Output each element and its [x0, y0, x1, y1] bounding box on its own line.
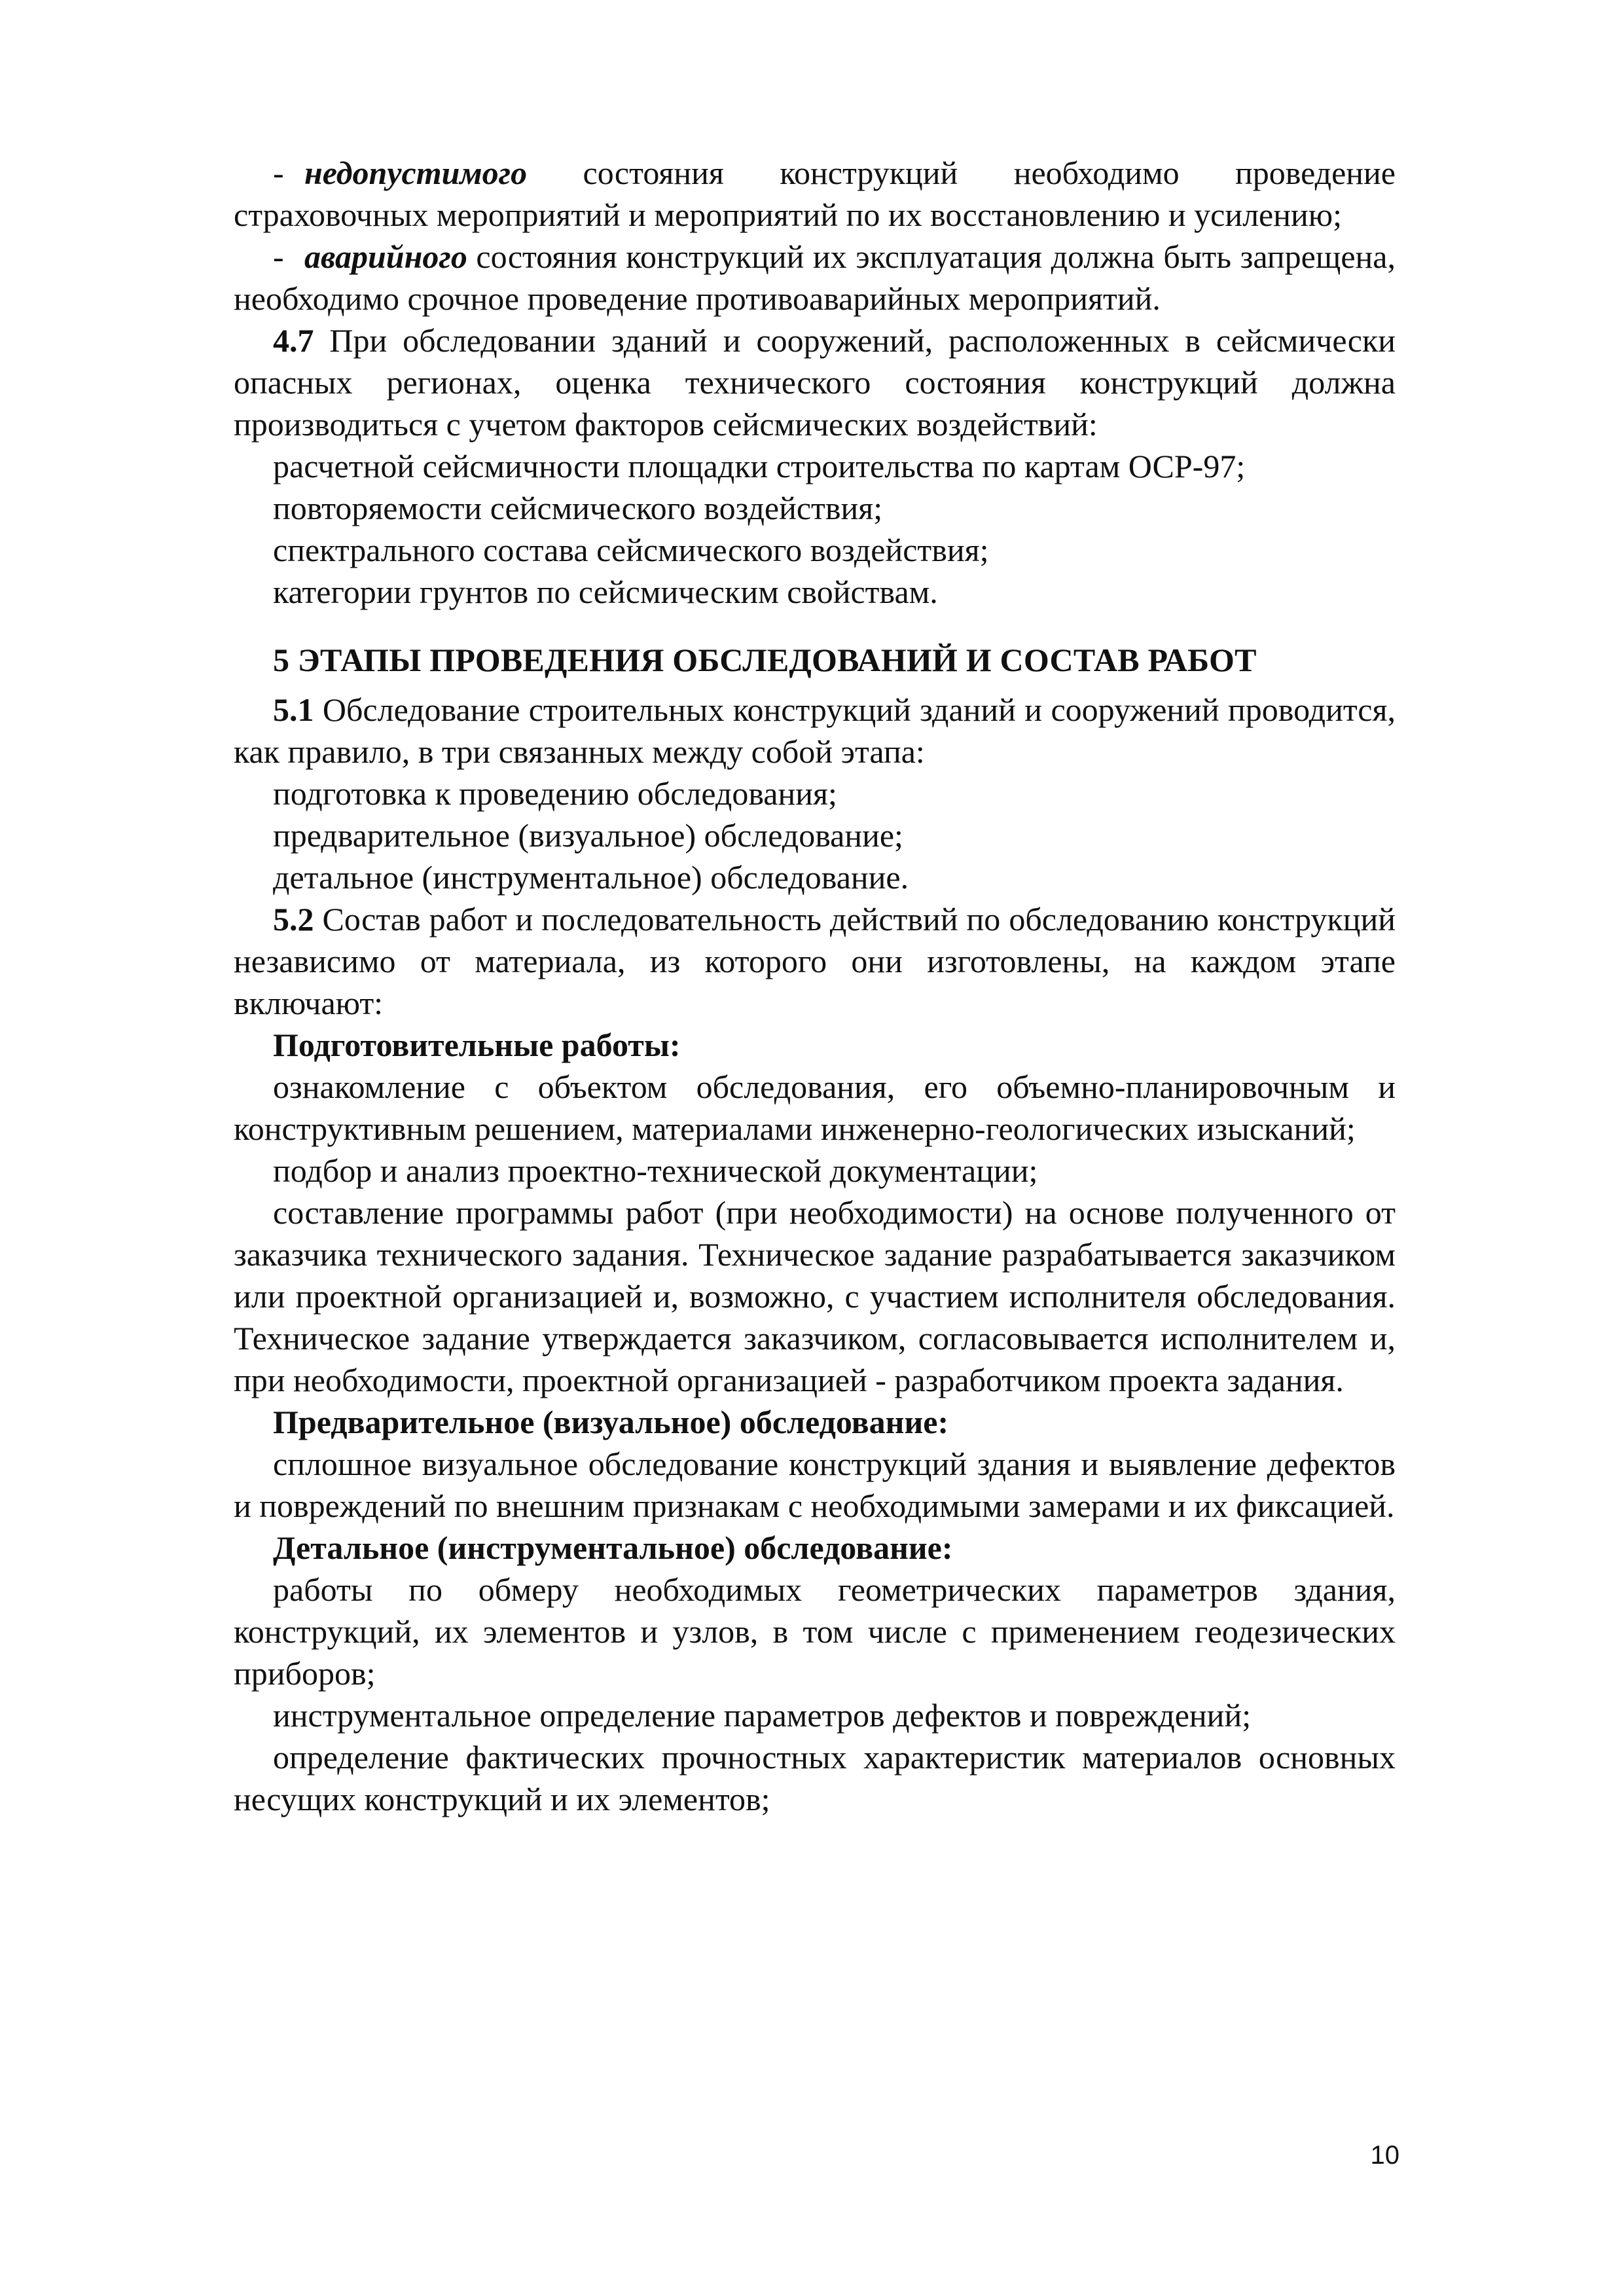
clause-number: 5.2 — [273, 901, 314, 938]
paragraph-text: состояния конструкций их эксплуатация должна быть запрещена, необходимо срочное проведение противоаварийных мероприятий. — [234, 238, 1396, 317]
list-item: составление программы работ (при необходимости) на основе полученного от заказчика технического задания. Техническое задание разрабатывается заказчиком или проектной организацией и, возможно, с участием исполнителя обследования. Техническое задание утверждается заказчиком, согласовывается исполнителем и, при необходимости, проектной организацией - разработчиком проекта задания. — [234, 1194, 1396, 1398]
document-page — [234, 152, 1396, 1820]
list-item: подбор и анализ проектно-технической документации; — [273, 1152, 1038, 1189]
list-dash: - — [273, 238, 284, 275]
emphasis-term: аварийного — [304, 238, 467, 275]
page-number: 10 — [1370, 2141, 1399, 2170]
list-item: инструментальное определение параметров дефектов и повреждений; — [273, 1697, 1252, 1734]
list-dash: - — [273, 155, 284, 191]
list-item: подготовка к проведению обследования; — [273, 775, 837, 812]
paragraph-inadmissible-state — [234, 152, 1396, 236]
paragraph-5-1 — [234, 689, 1396, 773]
paragraph-5-2 — [234, 898, 1396, 1024]
section-heading: 5 ЭТАПЫ ПРОВЕДЕНИЯ ОБСЛЕДОВАНИЙ И СОСТАВ РАБОТ — [273, 642, 1257, 678]
list-item: определение фактических прочностных характеристик материалов основных несущих конструкций и их элементов; — [234, 1739, 1396, 1817]
list-item: повторяемости сейсмического воздействия; — [273, 490, 883, 526]
list-item: детальное (инструментальное) обследование. — [273, 859, 909, 896]
paragraph-emergency-state — [234, 236, 1396, 319]
list-item: ознакомление с объектом обследования, его объемно-планировочным и конструктивным решением, материалами инженерно-геологических изысканий; — [234, 1068, 1396, 1147]
paragraph-text: состояния конструкций необходимо проведение страховочных мероприятий и мероприятий по их восстановлению и усилению; — [234, 155, 1396, 233]
list-item: сплошное визуальное обследование конструкций здания и выявление дефектов и повреждений по внешним признакам с необходимыми замерами и их фиксацией. — [234, 1446, 1396, 1524]
clause-number: 5.1 — [273, 691, 314, 728]
subheading-instrumental-inspection: Детальное (инструментальное) обследование: — [273, 1529, 953, 1566]
paragraph-text: Состав работ и последовательность действий по обследованию конструкций независимо от материала, из которого они изготовлены, на каждом этапе включают: — [234, 901, 1396, 1021]
paragraph-text: Обследование строительных конструкций зданий и сооружений проводится, как правило, в три связанных между собой этапа: — [234, 691, 1396, 770]
list-item: категории грунтов по сейсмическим свойствам. — [273, 574, 938, 610]
paragraph-text: При обследовании зданий и сооружений, расположенных в сейсмически опасных регионах, оценка технического состояния конструкций должна производиться с учетом факторов сейсмических воздействий: — [234, 322, 1396, 443]
emphasis-term: недопустимого — [304, 155, 528, 191]
clause-number: 4.7 — [273, 322, 314, 359]
list-item: расчетной сейсмичности площадки строительства по картам ОСР-97; — [273, 448, 1246, 484]
list-item: работы по обмеру необходимых геометрических параметров здания, конструкций, их элементов и узлов, в том числе с применением геодезических приборов; — [234, 1571, 1396, 1692]
paragraph-4-7 — [234, 319, 1396, 445]
list-item: спектрального состава сейсмического воздействия; — [273, 532, 989, 568]
subheading-visual-inspection: Предварительное (визуальное) обследование: — [273, 1404, 949, 1440]
subheading-preparatory-works: Подготовительные работы: — [273, 1027, 681, 1063]
list-item: предварительное (визуальное) обследование; — [273, 817, 903, 854]
